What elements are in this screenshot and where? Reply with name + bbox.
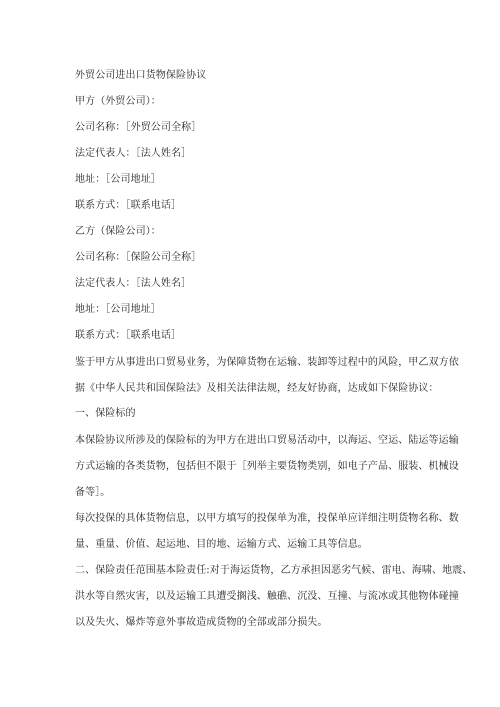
paragraph-line: 洪水等自然灾害，以及运输工具遭受搁浅、触礁、沉没、互撞、与流冰或其他物体碰撞 (75, 591, 459, 602)
paragraph-line: 量、重量、价值、起运地、目的地、运输方式、运输工具等信息。 (75, 539, 368, 550)
party-a-company: 公司名称：［外贸公司全称］ (75, 122, 202, 133)
party-b-heading: 乙方（保险公司）： (75, 226, 161, 237)
preamble-line: 鉴于甲方从事进出口贸易业务，为保障货物在运输、装卸等过程中的风险，甲乙双方依 (75, 357, 459, 368)
document-title: 外贸公司进出口货物保险协议 (75, 70, 207, 81)
paragraph-line: 每次投保的具体货物信息，以甲方填写的投保单为准，投保单应详细注明货物名称、数 (75, 513, 459, 524)
party-b-representative: 法定代表人：［法人姓名］ (75, 278, 192, 289)
section-1-paragraph-1 (75, 428, 459, 506)
party-a-contact: 联系方式：［联系电话］ (75, 200, 182, 211)
paragraph-line: 以及失火、爆炸等意外事故造成货物的全部或部分损失。 (75, 617, 328, 628)
preamble-line: 据《中华人民共和国保险法》及相关法律法规，经友好协商，达成如下保险协议： (75, 383, 439, 394)
paragraph-line: 二、保险责任范围基本险责任:对于海运货物，乙方承担因恶劣气候、雷电、海啸、地震、 (75, 565, 473, 576)
preamble-paragraph (75, 350, 459, 402)
section-1-heading: 一、保险标的 (75, 408, 136, 419)
party-a-representative: 法定代表人：［法人姓名］ (75, 148, 192, 159)
party-b-address: 地址：［公司地址］ (75, 304, 161, 315)
party-a-address: 地址：［公司地址］ (75, 174, 161, 185)
paragraph-line: 方式运输的各类货物，包括但不限于［列举主要货物类别，如电子产品、服装、机械设 (75, 461, 459, 472)
party-a-heading: 甲方（外贸公司）： (75, 96, 161, 107)
section-2-paragraph (75, 558, 473, 636)
paragraph-line: 本保险协议所涉及的保险标的为甲方在进出口贸易活动中，以海运、空运、陆运等运输 (75, 435, 459, 446)
party-b-company: 公司名称：［保险公司全称］ (75, 252, 202, 263)
section-1-paragraph-2 (75, 506, 459, 558)
party-b-contact: 联系方式：［联系电话］ (75, 330, 182, 341)
paragraph-line: 备等］。 (75, 487, 111, 498)
